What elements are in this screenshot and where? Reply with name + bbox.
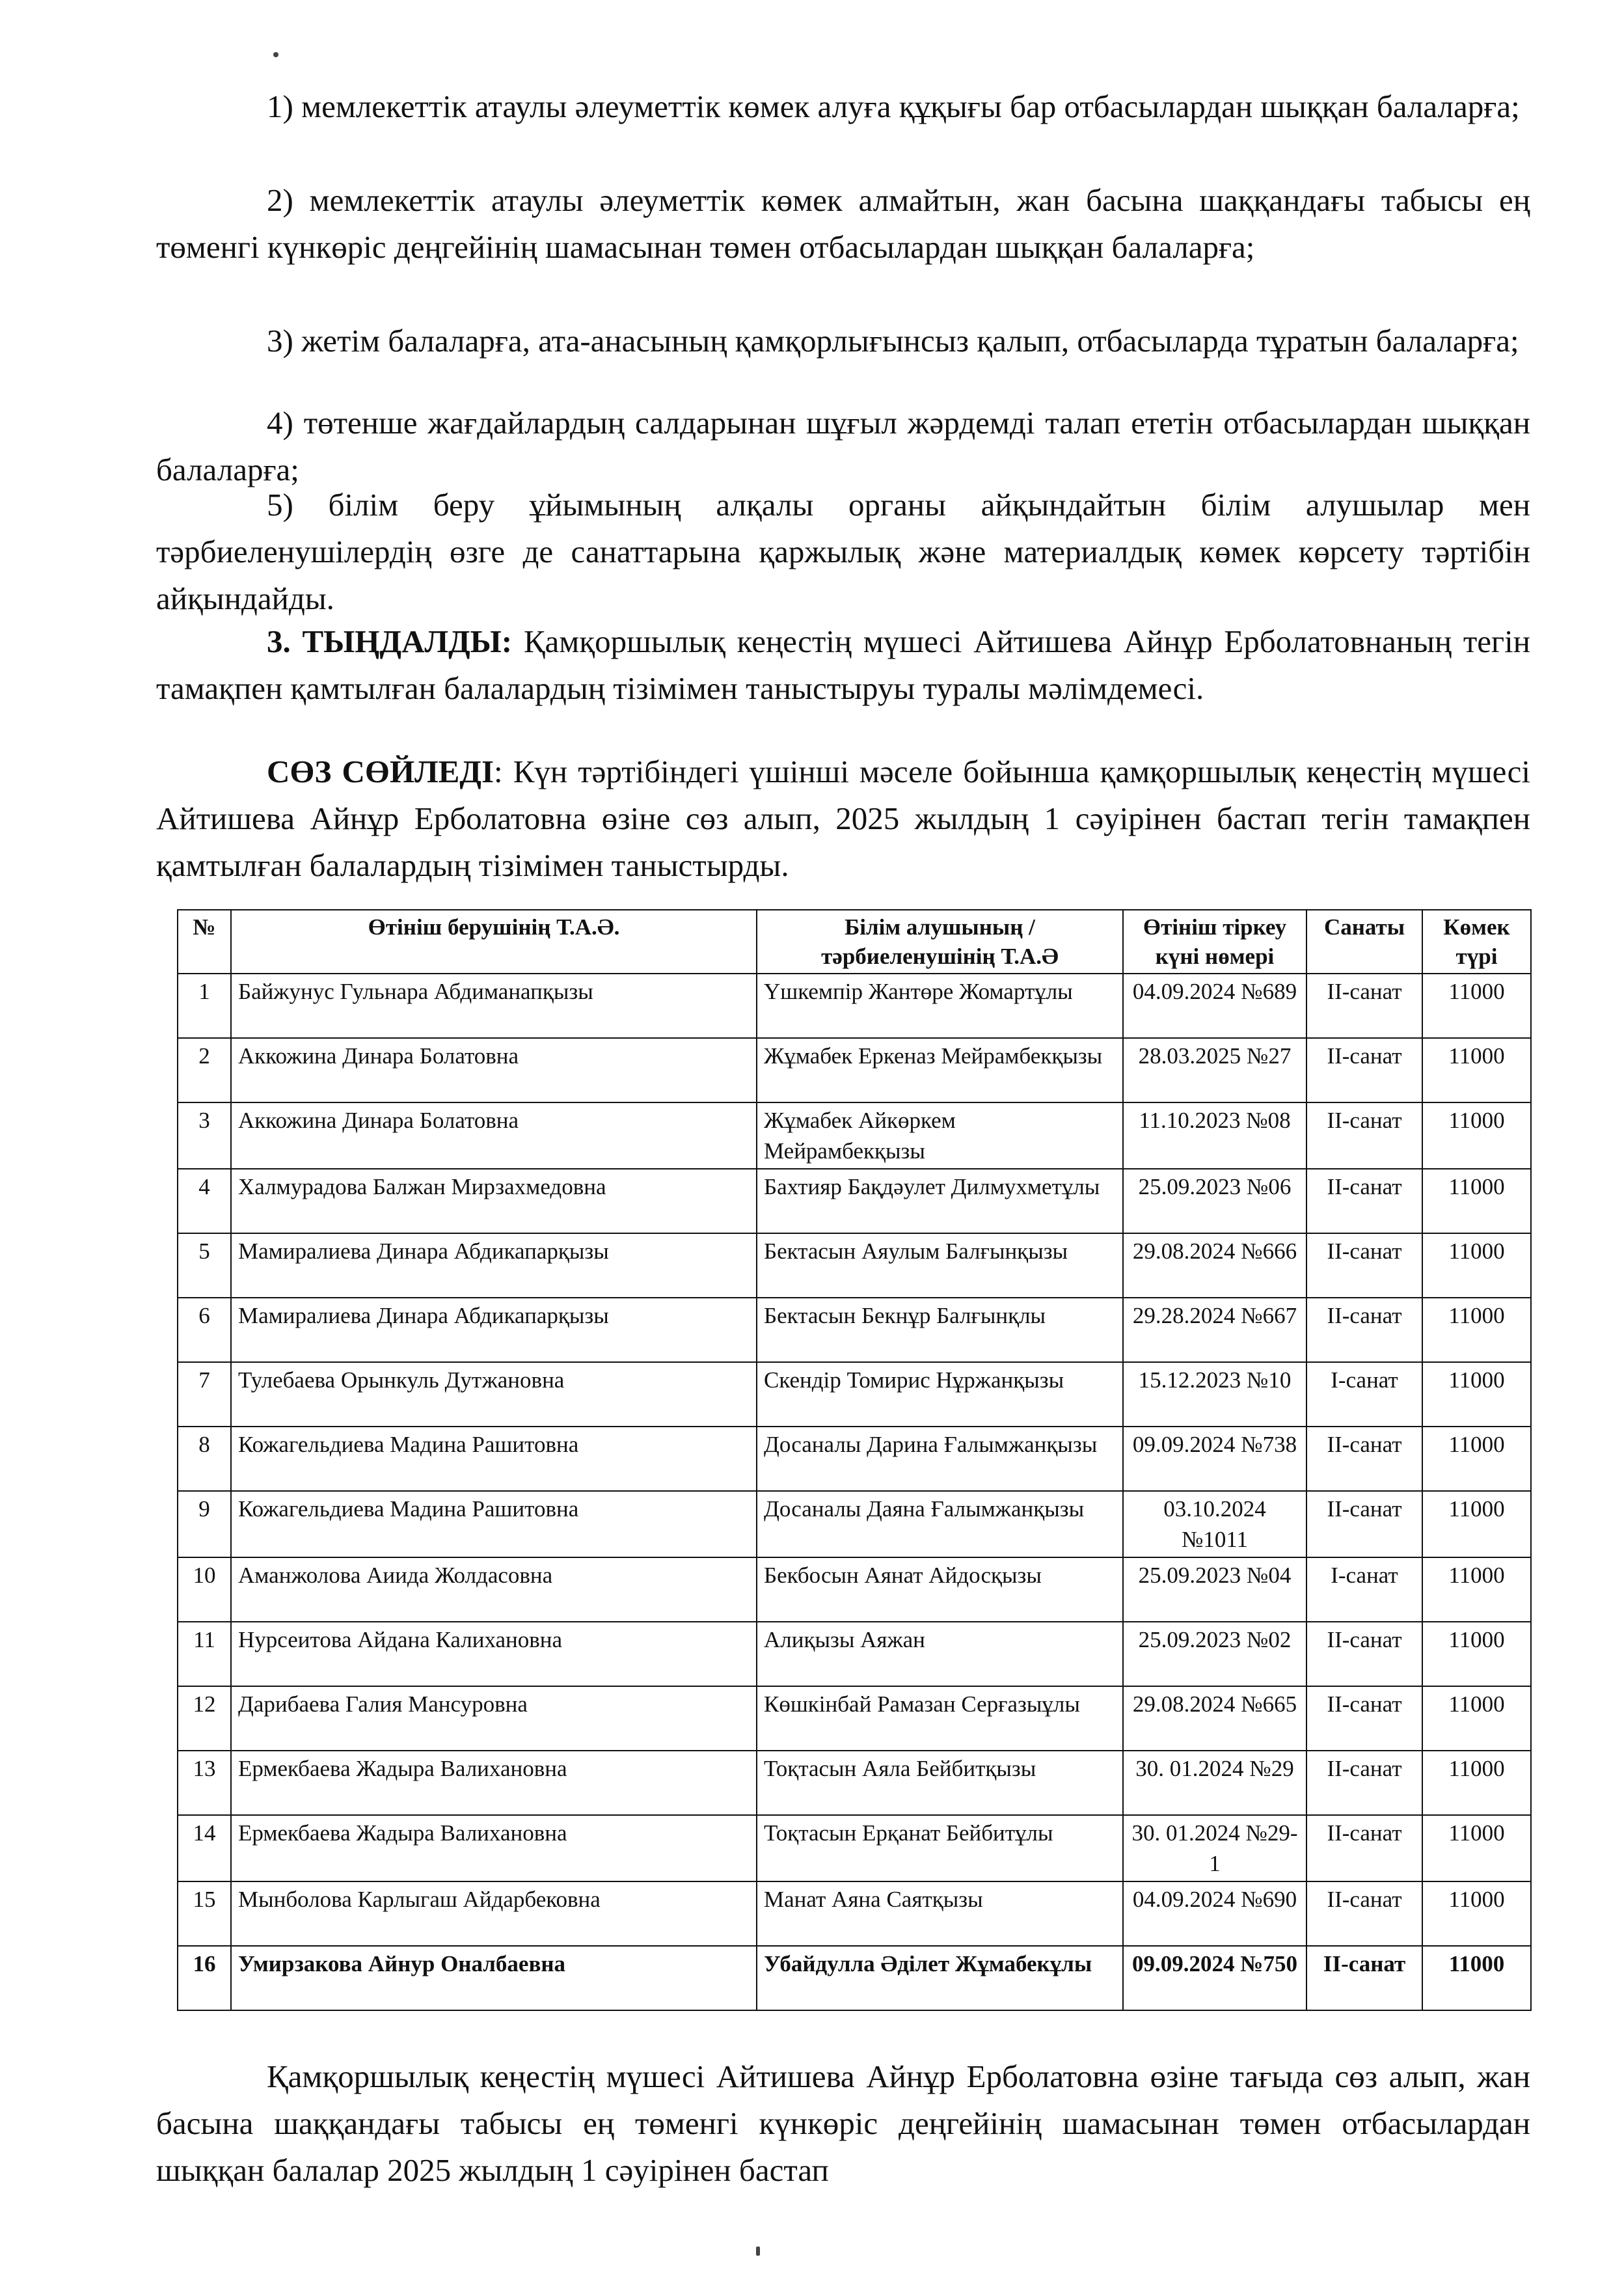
table-row (178, 1233, 1531, 1298)
item-2-paragraph: 2) мемлекеттік атаулы әлеуметтік көмек алмайтын, жан басына шаққандағы табысы ең төменгі күнкөріс деңгейінің шамасынан төмен отбасылардан шыққан балаларға; (156, 182, 1530, 265)
applicant-name: Мамиралиева Динара Абдикапарқызы (231, 1233, 757, 1298)
student-name: Бектасын Бекнұр Балғынқлы (757, 1298, 1123, 1362)
student-name: Тоқтасын Ерқанат Бейбитұлы (757, 1815, 1123, 1881)
table-row (178, 1815, 1531, 1881)
category: І-санат (1306, 1557, 1422, 1622)
header-applicant-name: Өтініш берушінің Т.А.Ә. (231, 910, 757, 974)
table-body (178, 974, 1531, 2010)
student-name: Досаналы Дарина Ғалымжанқызы (757, 1427, 1123, 1491)
student-name: Тоқтасын Аяла Бейбитқызы (757, 1751, 1123, 1815)
aid-amount: 11000 (1422, 1102, 1531, 1169)
registration-date-number: 29.08.2024 №665 (1123, 1686, 1306, 1751)
table-row (178, 1102, 1531, 1169)
registration-date-number: 15.12.2023 №10 (1123, 1362, 1306, 1427)
applicant-name: Мамиралиева Динара Абдикапарқызы (231, 1298, 757, 1362)
applicant-name: Тулебаева Орынкуль Дутжановна (231, 1362, 757, 1427)
table-row (178, 1169, 1531, 1233)
student-name: Үшкемпір Жантөре Жомартұлы (757, 974, 1123, 1038)
registration-date-number: 25.09.2023 №02 (1123, 1622, 1306, 1686)
registration-date-number: 25.09.2023 №04 (1123, 1557, 1306, 1622)
aid-amount: 11000 (1422, 1038, 1531, 1102)
registration-date-number: 04.09.2024 №690 (1123, 1881, 1306, 1946)
heard-paragraph (156, 618, 1530, 712)
table-row (178, 1427, 1531, 1491)
student-name: Алиқызы Аяжан (757, 1622, 1123, 1686)
header-number: № (178, 910, 231, 974)
table-row (178, 1622, 1531, 1686)
student-name: Убайдулла Әділет Жұмабекұлы (757, 1946, 1123, 2010)
student-name: Бектасын Аяулым Балғынқызы (757, 1233, 1123, 1298)
beneficiaries-table (177, 909, 1532, 2011)
aid-amount: 11000 (1422, 1169, 1531, 1233)
applicant-name: Халмурадова Балжан Мирзахмедовна (231, 1169, 757, 1233)
registration-date-number: 11.10.2023 №08 (1123, 1102, 1306, 1169)
applicant-name: Мынболова Карлыгаш Айдарбековна (231, 1881, 757, 1946)
spoke-label: СӨЗ СӨЙЛЕДІ (267, 754, 494, 789)
aid-amount: 11000 (1422, 1686, 1531, 1751)
spoke-paragraph (156, 748, 1530, 889)
heard-label: 3. ТЫҢДАЛДЫ: (267, 623, 513, 659)
table-header-row (178, 910, 1531, 974)
category: ІІ-санат (1306, 1038, 1422, 1102)
category: ІІ-санат (1306, 1102, 1422, 1169)
header-aid-type: Көмек түрі (1422, 910, 1531, 974)
row-number: 14 (178, 1815, 231, 1881)
row-number: 9 (178, 1491, 231, 1557)
registration-date-number: 04.09.2024 №689 (1123, 974, 1306, 1038)
student-name: Бахтияр Бақдәулет Дилмухметұлы (757, 1169, 1123, 1233)
applicant-name: Нурсеитова Айдана Калихановна (231, 1622, 757, 1686)
row-number: 10 (178, 1557, 231, 1622)
row-number: 13 (178, 1751, 231, 1815)
header-student-name: Білім алушының / тәрбиеленушінің Т.А.Ә (757, 910, 1123, 974)
category: ІІ-санат (1306, 1622, 1422, 1686)
applicant-name: Ермекбаева Жадыра Валихановна (231, 1751, 757, 1815)
category: ІІ-санат (1306, 1169, 1422, 1233)
scan-speck (273, 52, 278, 57)
row-number: 8 (178, 1427, 231, 1491)
applicant-name: Кожагельдиева Мадина Рашитовна (231, 1427, 757, 1491)
aid-amount: 11000 (1422, 1557, 1531, 1622)
aid-amount: 11000 (1422, 1427, 1531, 1491)
student-name: Жұмабек Еркеназ Мейрамбекқызы (757, 1038, 1123, 1102)
aid-amount: 11000 (1422, 974, 1531, 1038)
aid-amount: 11000 (1422, 1946, 1531, 2010)
row-number: 1 (178, 974, 231, 1038)
registration-date-number: 30. 01.2024 №29 (1123, 1751, 1306, 1815)
registration-date-number: 25.09.2023 №06 (1123, 1169, 1306, 1233)
item-5-paragraph: 5) білім беру ұйымының алқалы органы айқындайтын білім алушылар мен тәрбиеленушілердің өзге де санаттарына қаржылық және материалдық көмек көрсету тәртібін айқындайды. (156, 487, 1530, 616)
table-row (178, 1557, 1531, 1622)
registration-date-number: 29.08.2024 №666 (1123, 1233, 1306, 1298)
aid-amount: 11000 (1422, 1298, 1531, 1362)
aid-amount: 11000 (1422, 1751, 1531, 1815)
category: ІІ-санат (1306, 1427, 1422, 1491)
applicant-name: Аккожина Динара Болатовна (231, 1102, 757, 1169)
table-row (178, 1362, 1531, 1427)
category: ІІ-санат (1306, 1946, 1422, 2010)
student-name: Скендір Томирис Нұржанқызы (757, 1362, 1123, 1427)
registration-date-number: 30. 01.2024 №29-1 (1123, 1815, 1306, 1881)
table-row (178, 1881, 1531, 1946)
student-name: Жұмабек Айкөркем Мейрамбекқызы (757, 1102, 1123, 1169)
category: ІІ-санат (1306, 1881, 1422, 1946)
student-name: Манат Аяна Саятқызы (757, 1881, 1123, 1946)
aid-amount: 11000 (1422, 1491, 1531, 1557)
item-3-paragraph: 3) жетім балаларға, ата-анасының қамқорлығынсыз қалып, отбасыларда тұратын балаларға; (267, 323, 1519, 359)
applicant-name: Умирзакова Айнур Оналбаевна (231, 1946, 757, 2010)
student-name: Көшкінбай Рамазан Серғазыұлы (757, 1686, 1123, 1751)
table-row (178, 1298, 1531, 1362)
row-number: 12 (178, 1686, 231, 1751)
closing-paragraph: Қамқоршылық кеңестің мүшесі Айтишева Айнұр Ерболатовна өзіне тағыда сөз алып, жан басына шаққандағы табысы ең төменгі күнкөріс деңгейінің шамасынан төмен отбасылардан шыққан балалар 2025 жылдың 1 сәуірінен бастап (156, 2058, 1530, 2188)
registration-date-number: 09.09.2024 №738 (1123, 1427, 1306, 1491)
heard-text: Қамқоршылық кеңестің мүшесі Айтишева Айнұр Ерболатовнаның тегін тамақпен қамтылған балалардың тізімімен таныстыруы туралы мәлімдемесі. (156, 623, 1530, 706)
table-row (178, 974, 1531, 1038)
item-4-paragraph: 4) төтенше жағдайлардың салдарынан шұғыл жәрдемді талап ететін отбасылардан шыққан балаларға; (156, 405, 1530, 487)
table-row (178, 1946, 1531, 2010)
scan-speck (756, 2247, 760, 2256)
registration-date-number: 03.10.2024 №1011 (1123, 1491, 1306, 1557)
category: ІІ-санат (1306, 1298, 1422, 1362)
row-number: 11 (178, 1622, 231, 1686)
student-name: Бекбосын Аянат Айдосқызы (757, 1557, 1123, 1622)
header-category: Санаты (1306, 910, 1422, 974)
applicant-name: Кожагельдиева Мадина Рашитовна (231, 1491, 757, 1557)
category: ІІ-санат (1306, 1815, 1422, 1881)
applicant-name: Ермекбаева Жадыра Валихановна (231, 1815, 757, 1881)
item-1-paragraph: 1) мемлекеттік атаулы әлеуметтік көмек алуға құқығы бар отбасылардан шыққан балаларға; (267, 89, 1520, 124)
category: ІІ-санат (1306, 1686, 1422, 1751)
student-name: Досаналы Даяна Ғалымжанқызы (757, 1491, 1123, 1557)
category: І-санат (1306, 1362, 1422, 1427)
aid-amount: 11000 (1422, 1233, 1531, 1298)
category: ІІ-санат (1306, 1233, 1422, 1298)
table-row (178, 1686, 1531, 1751)
registration-date-number: 09.09.2024 №750 (1123, 1946, 1306, 2010)
table-row (178, 1751, 1531, 1815)
row-number: 4 (178, 1169, 231, 1233)
registration-date-number: 29.28.2024 №667 (1123, 1298, 1306, 1362)
aid-amount: 11000 (1422, 1881, 1531, 1946)
category: ІІ-санат (1306, 974, 1422, 1038)
spoke-text: : Күн тәртібіндегі үшінші мәселе бойынша қамқоршылық кеңестің мүшесі Айтишева Айнұр Ерболатовна өзіне сөз алып, 2025 жылдың 1 сәуірінен бастап тегін тамақпен қамтылған балалардың тізімімен таныстырды. (156, 754, 1530, 883)
row-number: 2 (178, 1038, 231, 1102)
row-number: 3 (178, 1102, 231, 1169)
table-row (178, 1038, 1531, 1102)
row-number: 6 (178, 1298, 231, 1362)
category: ІІ-санат (1306, 1491, 1422, 1557)
applicant-name: Байжунус Гульнара Абдиманапқызы (231, 974, 757, 1038)
row-number: 15 (178, 1881, 231, 1946)
applicant-name: Аманжолова Аиида Жолдасовна (231, 1557, 757, 1622)
registration-date-number: 28.03.2025 №27 (1123, 1038, 1306, 1102)
row-number: 16 (178, 1946, 231, 2010)
category: ІІ-санат (1306, 1751, 1422, 1815)
applicant-name: Аккожина Динара Болатовна (231, 1038, 757, 1102)
row-number: 7 (178, 1362, 231, 1427)
aid-amount: 11000 (1422, 1362, 1531, 1427)
header-registration: Өтініш тіркеу күні нөмері (1123, 910, 1306, 974)
aid-amount: 11000 (1422, 1622, 1531, 1686)
table-row (178, 1491, 1531, 1557)
aid-amount: 11000 (1422, 1815, 1531, 1881)
row-number: 5 (178, 1233, 231, 1298)
applicant-name: Дарибаева Галия Мансуровна (231, 1686, 757, 1751)
